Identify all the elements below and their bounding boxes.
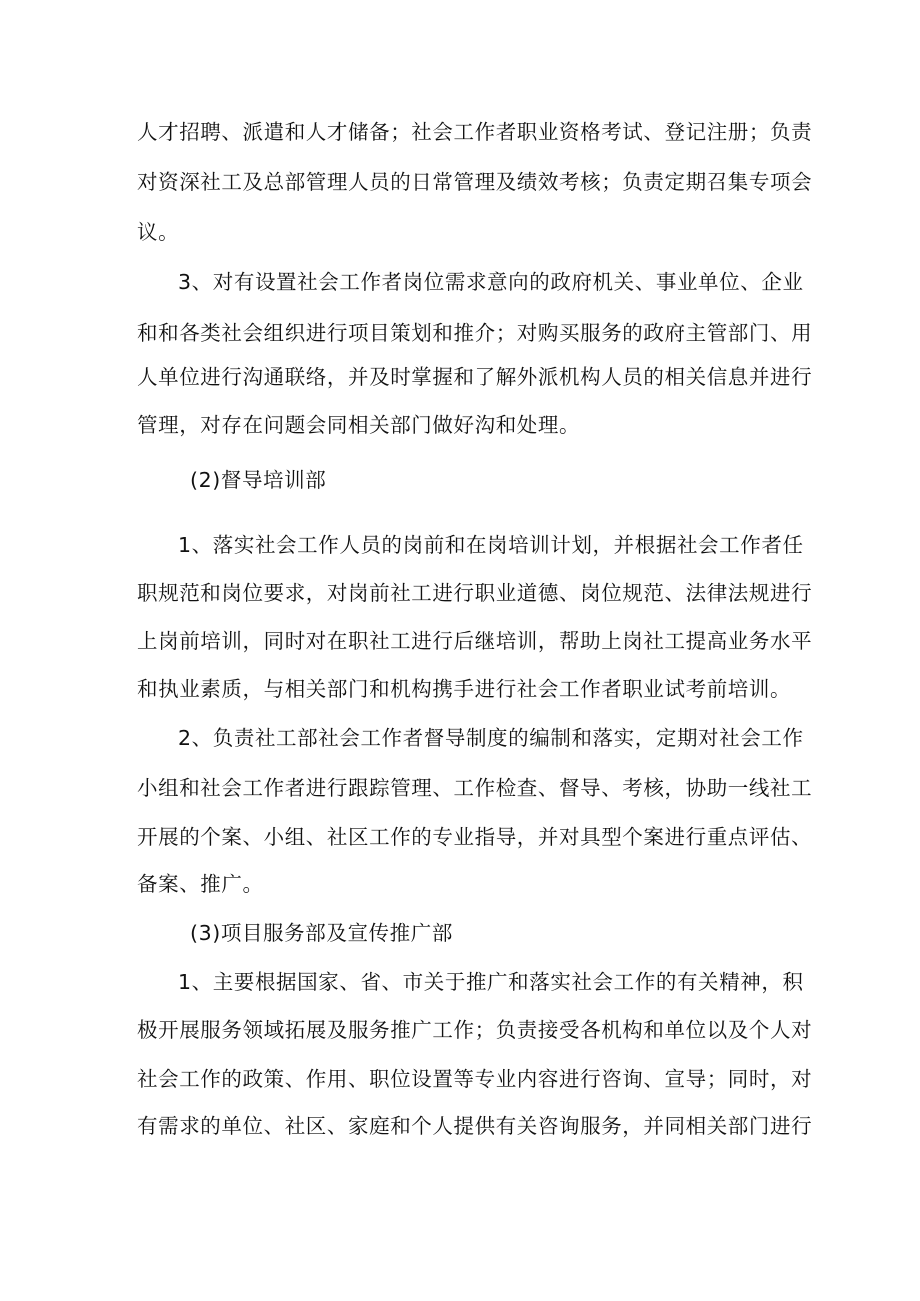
paragraph-line: 1、落实社会工作人员的岗前和在岗培训计划，并根据社会工作者任 xyxy=(178,533,804,557)
paragraph-line: 职规范和岗位要求，对岗前社工进行职业道德、岗位规范、法律法规进行 xyxy=(137,581,813,605)
paragraph-line: 上岗前培训，同时对在职社工进行后继培训，帮助上岗社工提高业务水平 xyxy=(137,629,813,653)
paragraph-line: 有需求的单位、社区、家庭和个人提供有关咨询服务，并同相关部门进行 xyxy=(137,1114,813,1138)
paragraph-line: 小组和社会工作者进行跟踪管理、工作检查、督导、考核，协助一线社工 xyxy=(137,776,813,800)
paragraph-line: 备案、推广。 xyxy=(137,872,264,896)
paragraph-line: 和和各类社会组织进行项目策划和推介；对购买服务的政府主管部门、用 xyxy=(137,321,813,345)
paragraph-line: 议。 xyxy=(137,220,180,244)
paragraph-line: 开展的个案、小组、社区工作的专业指导，并对具型个案进行重点评估、 xyxy=(137,825,813,849)
paragraph-line: 和执业素质，与相关部门和机构携手进行社会工作者职业试考前培训。 xyxy=(137,677,792,701)
section-heading: (2)督导培训部 xyxy=(190,468,327,492)
paragraph-line: 3、对有设置社会工作者岗位需求意向的政府机关、事业单位、企业 xyxy=(178,270,804,294)
paragraph-line: 2、负责社工部社会工作者督导制度的编制和落实，定期对社会工作 xyxy=(178,726,804,750)
paragraph-line: 社会工作的政策、作用、职位设置等专业内容进行咨询、宣导；同时，对 xyxy=(137,1067,813,1091)
section-heading: (3)项目服务部及宣传推广部 xyxy=(190,921,453,945)
paragraph-line: 管理，对存在问题会同相关部门做好沟和处理。 xyxy=(137,413,581,437)
paragraph-line: 极开展服务领域拓展及服务推广工作；负责接受各机构和单位以及个人对 xyxy=(137,1018,813,1042)
paragraph-line: 对资深社工及总部管理人员的日常管理及绩效考核；负责定期召集专项会 xyxy=(137,170,813,194)
paragraph-line: 人单位进行沟通联络，并及时掌握和了解外派机构人员的相关信息并进行 xyxy=(137,365,813,389)
paragraph-line: 1、主要根据国家、省、市关于推广和落实社会工作的有关精神，积 xyxy=(178,970,804,994)
paragraph-line: 人才招聘、派遣和人才储备；社会工作者职业资格考试、登记注册；负责 xyxy=(137,120,813,144)
